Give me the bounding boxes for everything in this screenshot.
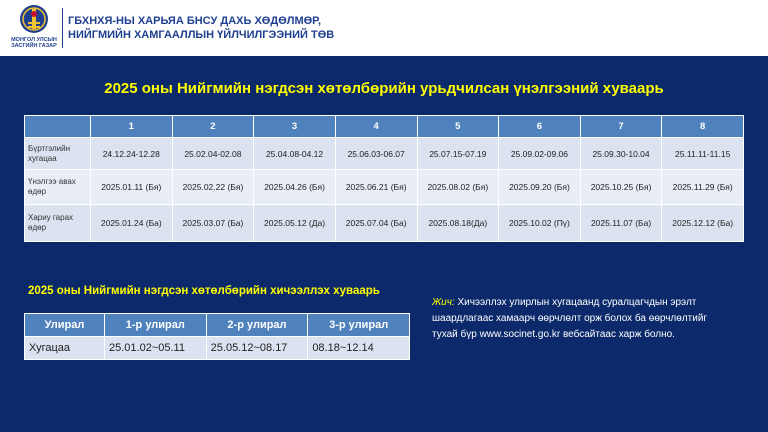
- emblem-line-2: ЗАСГИЙН ГАЗАР: [11, 43, 57, 49]
- table-cell: 2025.12.12 (Ба): [662, 205, 744, 242]
- column-header: 2: [172, 116, 254, 138]
- government-emblem: [6, 2, 62, 54]
- table-cell: 24.12.24-12.28: [91, 138, 173, 170]
- header-title-line-2: НИЙГМИЙН ХАМГААЛЛЫН ҮЙЛЧИЛГЭЭНИЙ ТӨВ: [68, 29, 335, 41]
- table-cell: 2025.11.07 (Ба): [580, 205, 662, 242]
- column-header: 5: [417, 116, 499, 138]
- note-body: Хичээллэх улирлын хугацаанд суралцагчдын эрэлт шаардлагаас хамаарч өөрчлөлт орж болох ба өөрчлөлтийг тухай бүр www.socinet.go.kr вебсайтаас харж болно.: [432, 297, 708, 340]
- note-text: [432, 295, 732, 343]
- column-header: 6: [499, 116, 581, 138]
- table-row: [25, 170, 744, 205]
- assessment-schedule-table: [24, 115, 744, 242]
- page-title: 2025 оны Нийгмийн нэгдсэн хөтөлбөрийн урьдчилсан үнэлгээний хуваарь: [104, 80, 664, 97]
- table-cell: 2025.04.26 (Бя): [254, 170, 336, 205]
- header-title-line-1: ГБХНХЯ-НЫ ХАРЬЯА БНСУ ДАХЬ ХӨДӨЛМӨР,: [68, 15, 322, 27]
- header-title: [68, 14, 334, 42]
- table-row: [25, 138, 744, 170]
- column-header: 2-р улирал: [206, 314, 308, 337]
- table-row: [25, 337, 410, 360]
- column-header: 7: [580, 116, 662, 138]
- table-cell: 25.04.08-04.12: [254, 138, 336, 170]
- column-header: [25, 116, 91, 138]
- header-bar: [0, 0, 768, 56]
- column-header: 3-р улирал: [308, 314, 410, 337]
- table-cell: 2025.08.02 (Бя): [417, 170, 499, 205]
- tuition-schedule-table: [24, 313, 410, 360]
- table-cell: 25.05.12~08.17: [206, 337, 308, 360]
- emblem-line-1: МОНГОЛ УЛСЫН: [11, 37, 57, 43]
- column-header: 8: [662, 116, 744, 138]
- table-cell: 2025.02.22 (Бя): [172, 170, 254, 205]
- tuition-schedule-title: 2025 оны Нийгмийн нэгдсэн хөтөлбөрийн хичээллэх хуваарь: [28, 285, 380, 297]
- table-cell: 2025.06.21 (Бя): [335, 170, 417, 205]
- table-cell: 2025.05.12 (Да): [254, 205, 336, 242]
- table-cell: 25.09.02-09.06: [499, 138, 581, 170]
- table-cell: 2025.07.04 (Ба): [335, 205, 417, 242]
- table-cell: 25.02.04-02.08: [172, 138, 254, 170]
- table-cell: 2025.03.07 (Ба): [172, 205, 254, 242]
- column-header: Улирал: [25, 314, 105, 337]
- header-divider: [62, 8, 63, 48]
- column-header: 1-р улирал: [105, 314, 207, 337]
- table-cell: 25.01.02~05.11: [105, 337, 207, 360]
- table-cell: 25.09.30-10.04: [580, 138, 662, 170]
- table-cell: 2025.01.24 (Ба): [91, 205, 173, 242]
- column-header: 1: [91, 116, 173, 138]
- table-cell: 25.06.03-06.07: [335, 138, 417, 170]
- table-header-row: [25, 314, 410, 337]
- table-cell: 2025.11.29 (Бя): [662, 170, 744, 205]
- table-row: [25, 205, 744, 242]
- table-header-row: [25, 116, 744, 138]
- table-cell: 2025.10.02 (Пү): [499, 205, 581, 242]
- row-label: Бүртгэлийн хугацаа: [25, 138, 91, 170]
- soyombo-emblem-icon: [19, 2, 49, 36]
- row-label: Хугацаа: [25, 337, 105, 360]
- row-label: Хариу гарах өдөр: [25, 205, 91, 242]
- table-cell: 25.07.15-07.19: [417, 138, 499, 170]
- note-label: Жич:: [432, 297, 455, 308]
- row-label: Үнэлгээ авах өдөр: [25, 170, 91, 205]
- table-cell: 2025.08.18(Да): [417, 205, 499, 242]
- table-cell: 2025.10.25 (Бя): [580, 170, 662, 205]
- table-cell: 25.11.11-11.15: [662, 138, 744, 170]
- column-header: 4: [335, 116, 417, 138]
- table-cell: 08.18~12.14: [308, 337, 410, 360]
- column-header: 3: [254, 116, 336, 138]
- table-cell: 2025.09.20 (Бя): [499, 170, 581, 205]
- table-cell: 2025.01.11 (Бя): [91, 170, 173, 205]
